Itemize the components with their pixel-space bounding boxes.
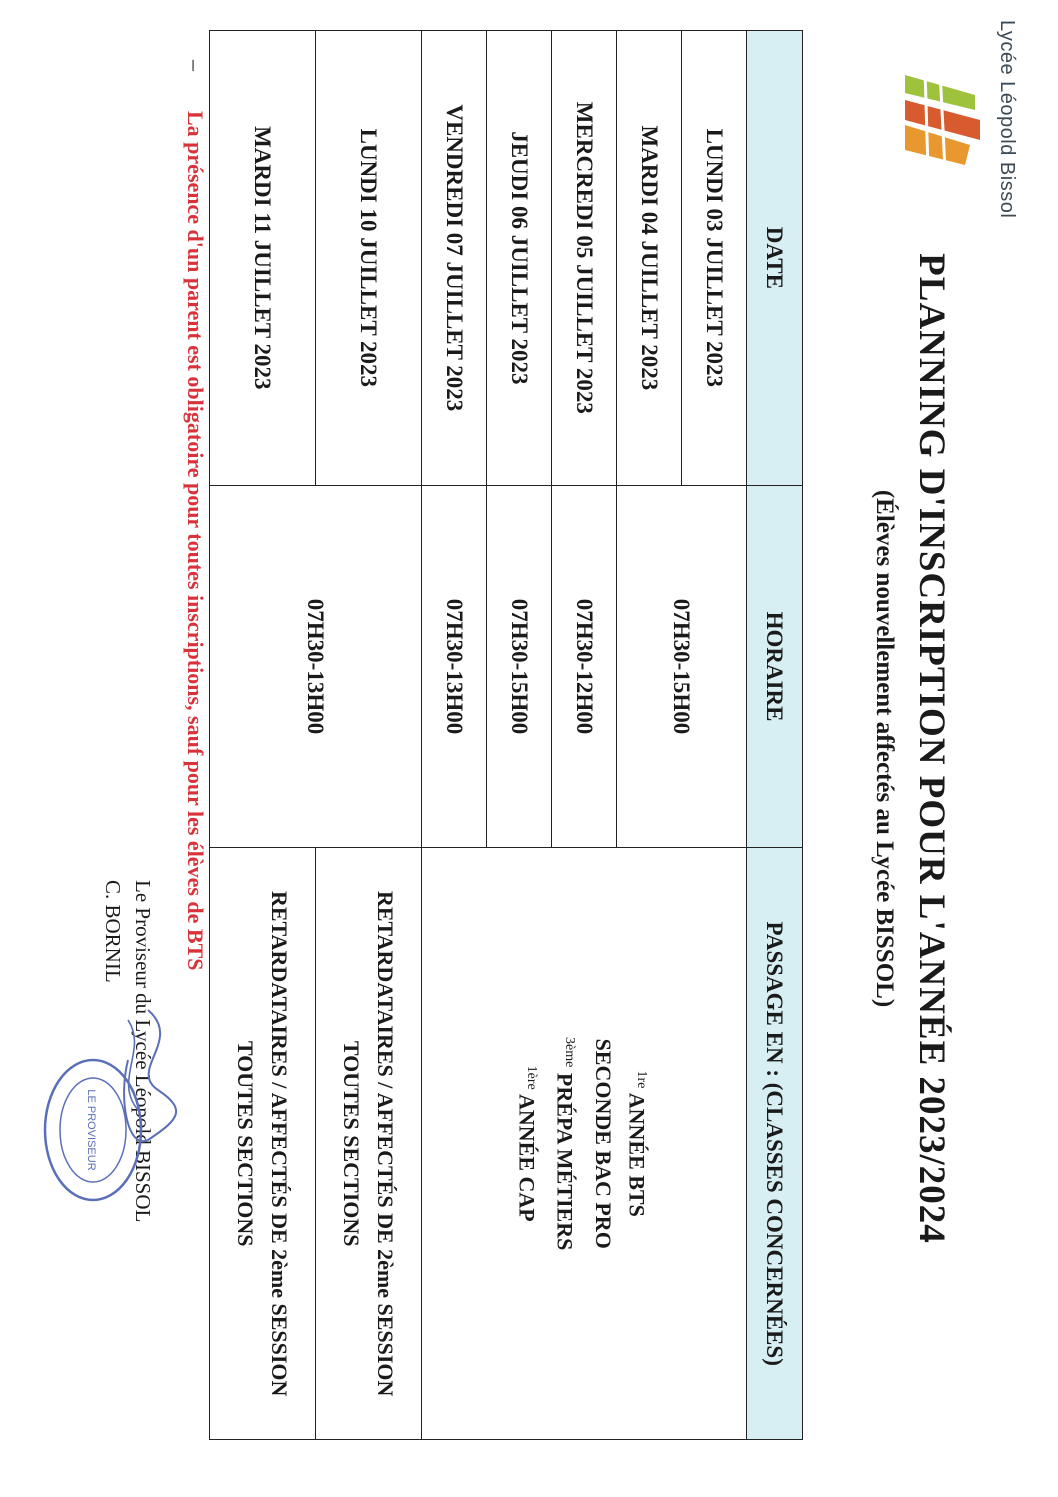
signature-title: Le Proviseur du Lycée Léopold BISSOL: [131, 880, 155, 1223]
header-horaire: HORAIRE: [747, 485, 803, 848]
header-date: DATE: [747, 31, 803, 486]
header-passage: PASSAGE EN : (CLASSES CONCERNÉES): [747, 848, 803, 1440]
parent-note: –La présence d'un parent est obligatoire pour toutes inscriptions, sauf pour les élèves de BTS: [183, 60, 208, 971]
official-stamp-icon: [38, 1000, 188, 1210]
page-title: PLANNING D'INSCRIPTION POUR L'ANNÉE 2023/2024: [911, 253, 952, 1244]
table-header-row: [747, 31, 803, 1440]
page-subtitle: (Élèves nouvellement affectés au Lycée BISSOL): [871, 489, 898, 1008]
row-hour: 07H30-12H00: [552, 485, 617, 848]
schedule-table: [209, 30, 803, 1440]
logo-text: Lycée Léopold Bissol: [996, 20, 1018, 219]
row-hour: 07H30-13H00: [422, 485, 487, 848]
row-date: VENDREDI 07 JUILLET 2023: [422, 31, 487, 486]
passage-prepa: $^{3ème}$ PRÉPA MÉTIERS: [552, 1037, 578, 1251]
row-passage: RETARDATAIRES / AFFECTÉS DE 2ème SESSION TOUTES SECTIONS: [316, 848, 422, 1440]
row-passage: RETARDATAIRES / AFFECTÉS DE 2ème SESSION TOUTES SECTIONS: [210, 848, 316, 1440]
row-date: LUNDI 10 JUILLET 2023: [316, 31, 422, 486]
passage-seconde: SECONDE BAC PRO: [591, 1038, 617, 1249]
row-date: MARDI 11 JUILLET 2023: [210, 31, 316, 486]
row-hour: 07H30-15H00: [487, 485, 552, 848]
passage-cap: $^{1ère}$ ANNÉE CAP: [514, 1065, 540, 1222]
table-row: [682, 31, 747, 1440]
row-date: LUNDI 03 JUILLET 2023: [682, 31, 747, 486]
svg-text:LE PROVISEUR: LE PROVISEUR: [85, 1089, 97, 1171]
row-hour: 07H30-15H00: [617, 485, 747, 848]
row-date: MERCREDI 05 JUILLET 2023: [552, 31, 617, 486]
row-passage-group: [422, 848, 747, 1440]
row-date: JEUDI 06 JUILLET 2023: [487, 31, 552, 486]
signature-name: C. BORNIL: [101, 880, 125, 983]
passage-bts: $^{1re}$ ANNÉE BTS: [625, 1070, 651, 1217]
school-logo: [888, 20, 1018, 240]
row-date: MARDI 04 JUILLET 2023: [617, 31, 682, 486]
table-row: [316, 31, 422, 1440]
row-hour: 07H30-13H00: [210, 485, 422, 848]
